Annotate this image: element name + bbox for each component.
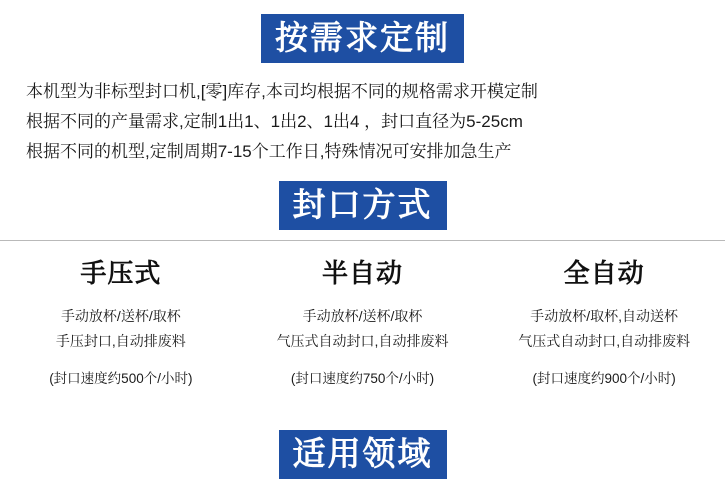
column-feature-line: 手动放杯/送杯/取杯 xyxy=(302,308,423,324)
intro-line-3: 根据不同的机型,定制周期7-15个工作日,特殊情况可安排加急生产 xyxy=(26,142,512,161)
column-feature-line: 气压式自动封口,自动排废料 xyxy=(276,333,449,349)
seal-method-columns xyxy=(0,241,725,390)
seal-heading-row xyxy=(0,177,725,230)
column-title: 半自动 xyxy=(322,258,404,288)
application-heading-row xyxy=(0,430,725,479)
intro-line-2: 根据不同的产量需求,定制1出1、1出2、1出4 ，封口直径为5-25cm xyxy=(26,112,523,131)
custom-heading-row xyxy=(0,0,725,63)
seal-method-column-semi-auto xyxy=(242,253,484,390)
seal-method-column-full-auto xyxy=(483,253,725,390)
column-feature-line: 气压式自动封口,自动排废料 xyxy=(518,333,691,349)
column-feature-line: 手动放杯/取杯,自动送杯 xyxy=(530,308,679,324)
section-heading-application: 适用领域 xyxy=(279,430,447,479)
column-feature-line: 手压封口,自动排废料 xyxy=(55,333,186,349)
column-speed: (封口速度约900个/小时) xyxy=(532,371,676,386)
section-heading-custom: 按需求定制 xyxy=(261,14,464,63)
section-heading-seal-method: 封口方式 xyxy=(279,181,447,230)
column-title: 手压式 xyxy=(80,258,162,288)
column-feature-line: 手动放杯/送杯/取杯 xyxy=(60,308,181,324)
seal-method-column-manual xyxy=(0,253,242,390)
intro-paragraph xyxy=(0,63,725,177)
column-speed: (封口速度约500个/小时) xyxy=(49,371,193,386)
column-speed: (封口速度约750个/小时) xyxy=(290,371,435,386)
column-title: 全自动 xyxy=(563,258,645,288)
intro-line-1: 本机型为非标型封口机,[零]库存,本司均根据不同的规格需求开模定制 xyxy=(26,82,538,101)
